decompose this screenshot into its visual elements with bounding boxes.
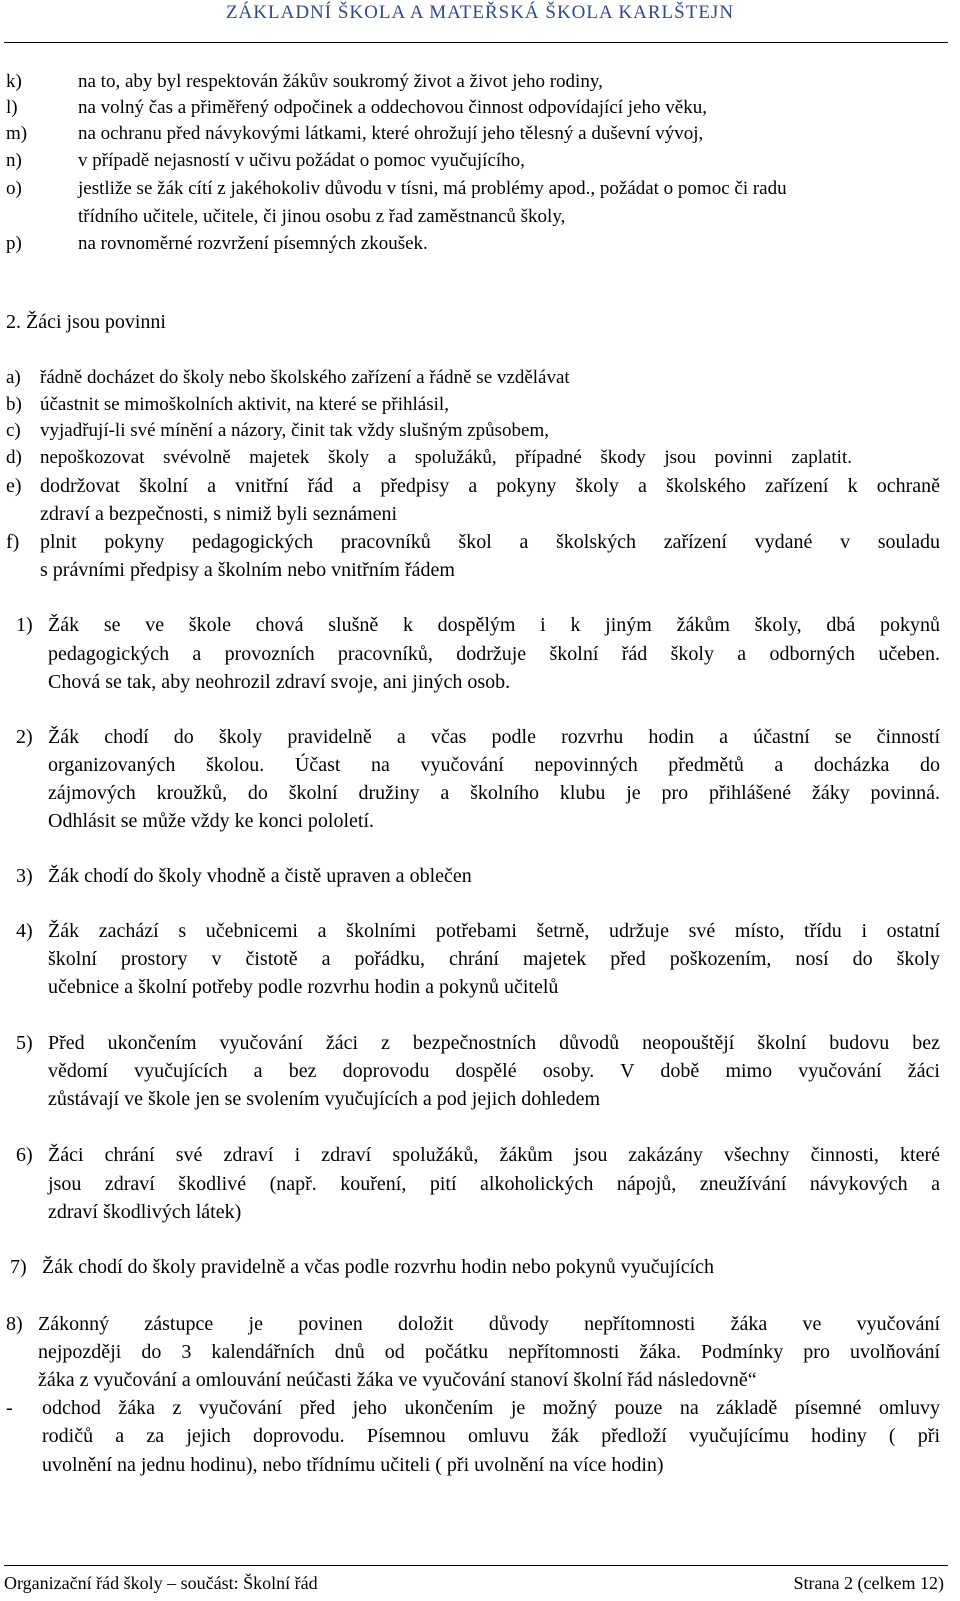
rule-number-7: 7) [10,1256,27,1278]
rule-1-line-2: pedagogických a provozních pracovníků, dodržuje školní řád školy a odborných učeben. [48,643,940,665]
footer-page-number: Strana 2 (celkem 12) [793,1573,944,1593]
rule-1-line-1: Žák se ve škole chová slušně k dospělým i k jiným žákům školy, dbá pokynů [48,614,940,636]
duty-item-e-line-2: zdraví a bezpečnosti, s nimiž byli seznámeni [40,503,398,525]
bullet-dash: - [6,1397,13,1419]
rights-item-p: na rovnoměrné rozvržení písemných zkoušek. [78,233,428,254]
duty-item-f-line-2: s právními předpisy a školním nebo vnitřním řádem [40,559,455,581]
rule-2-line-1: Žák chodí do školy pravidelně a včas podle rozvrhu hodin a účastní se činností [48,726,940,748]
rule-2-line-4: Odhlásit se může vždy ke konci pololetí. [48,810,375,832]
duty-item-b: účastnit se mimoškolních aktivit, na které se přihlásil, [40,394,449,415]
rule-2-line-2: organizovaných školou. Účast na vyučování nepovinných předmětů a docházka do [48,754,940,776]
rights-item-o-line-2: třídního učitele, učitele, či jinou osobu z řad zaměstnanců školy, [78,206,566,227]
bullet-line-2: rodičů a za jejich doprovodu. Písemnou omluvu žák předloží vyučujícímu hodiny ( při [42,1425,940,1447]
rule-5-line-1: Před ukončením vyučování žáci z bezpečnostních důvodů neopouštějí školní budovu bez [48,1032,940,1054]
rule-number-4: 4) [16,920,33,942]
duty-label-b: b) [6,394,22,415]
rule-4-line-1: Žák zachází s učebnicemi a školními potřebami šetrně, udržuje své místo, třídu i ostatní [48,920,940,942]
duty-item-f-line-1: plnit pokyny pedagogických pracovníků škol a školských zařízení vydané v souladu [40,531,940,553]
bullet-line-1: odchod žáka z vyučování před jeho ukončením je možný pouze na základě písemné omluvy [42,1397,940,1419]
rule-5-line-2: vědomí vyučujících a bez doprovodu dospělé osoby. V době mimo vyučování žáci [48,1060,940,1082]
rights-item-m: na ochranu před návykovými látkami, které ohrožují jeho tělesný a duševní vývoj, [78,123,704,144]
rights-label-p: p) [6,233,22,254]
rule-number-1: 1) [16,614,33,636]
section-heading: 2. Žáci jsou povinni [6,311,166,333]
header-divider [4,42,948,43]
rule-1-line-3: Chová se tak, aby neohrozil zdraví svoje, ani jiných osob. [48,671,511,693]
footer-document-title: Organizační řád školy – součást: Školní řád [4,1573,318,1593]
bullet-line-3: uvolnění na jednu hodinu), nebo třídnímu učiteli ( při uvolnění na více hodin) [42,1454,664,1476]
duty-label-d: d) [6,447,22,468]
duty-label-e: e) [6,475,22,497]
duty-item-e-line-1: dodržovat školní a vnitřní řád a předpisy a pokyny školy a školského zařízení k ochraně [40,475,940,497]
page-header: ZÁKLADNÍ ŠKOLA A MATEŘSKÁ ŠKOLA KARLŠTEJN [225,2,735,23]
rights-item-k: na to, aby byl respektován žákův soukromý život a život jeho rodiny, [78,71,603,92]
rule-8-line-3: žáka z vyučování a omlouvání neúčasti žáka ve vyučování stanoví školní řád následovně“ [38,1369,757,1391]
rights-label-l: l) [6,97,18,118]
rule-5-line-3: zůstávají ve škole jen se svolením vyučujících a pod jejich dohledem [48,1088,601,1110]
rule-4-line-2: školní prostory v čistotě a pořádku, chrání majetek před poškozením, nosí do školy [48,948,940,970]
rule-4-line-3: učebnice a školní potřeby podle rozvrhu hodin a pokynů učitelů [48,976,559,998]
rule-2-line-3: zájmových kroužků, do školní družiny a školního klubu je pro přihlášené žáky povinná. [48,782,940,804]
rule-number-6: 6) [16,1144,33,1166]
rule-number-2: 2) [16,726,33,748]
rule-6-line-2: jsou zdraví škodlivé (např. kouření, pití alkoholických nápojů, zneužívání návykových a [48,1173,940,1195]
rights-label-k: k) [6,71,22,92]
rule-7-line-1: Žák chodí do školy pravidelně a včas podle rozvrhu hodin nebo pokynů vyučujících [42,1256,715,1278]
rights-item-n: v případě nejasností v učivu požádat o pomoc vyučujícího, [78,150,525,171]
duty-label-a: a) [6,367,21,388]
rule-number-3: 3) [16,865,33,887]
rights-label-o: o) [6,178,22,199]
rule-3-line-1: Žák chodí do školy vhodně a čistě upraven a oblečen [48,865,472,887]
rule-number-5: 5) [16,1032,33,1054]
duty-item-d: nepoškozovat svévolně majetek školy a spolužáků, případné škody jsou povinni zaplatit. [40,447,852,468]
duty-label-c: c) [6,420,21,441]
rule-8-line-1: Zákonný zástupce je povinen doložit důvody nepřítomnosti žáka ve vyučování [38,1313,940,1335]
rule-6-line-3: zdraví škodlivých látek) [48,1201,242,1223]
footer-divider [4,1565,948,1566]
rights-label-m: m) [6,123,28,144]
rule-6-line-1: Žáci chrání své zdraví i zdraví spolužáků, žákům jsou zakázány všechny činnosti, které [48,1144,940,1166]
rights-label-n: n) [6,150,22,171]
rights-item-o-line-1: jestliže se žák cítí z jakéhokoliv důvodu v tísni, má problémy apod., požádat o pomoc či radu [78,178,787,199]
duty-item-a: řádně docházet do školy nebo školského zařízení a řádně se vzdělávat [40,367,570,388]
duty-label-f: f) [6,531,20,553]
rule-number-8: 8) [6,1313,23,1335]
rule-8-line-2: nejpozději do 3 kalendářních dnů od počátku nepřítomnosti žáka. Podmínky pro uvolňování [38,1341,940,1363]
duty-item-c: vyjadřují-li své mínění a názory, činit tak vždy slušným způsobem, [40,420,550,441]
rights-item-l: na volný čas a přiměřený odpočinek a oddechovou činnost odpovídající jeho věku, [78,97,707,118]
